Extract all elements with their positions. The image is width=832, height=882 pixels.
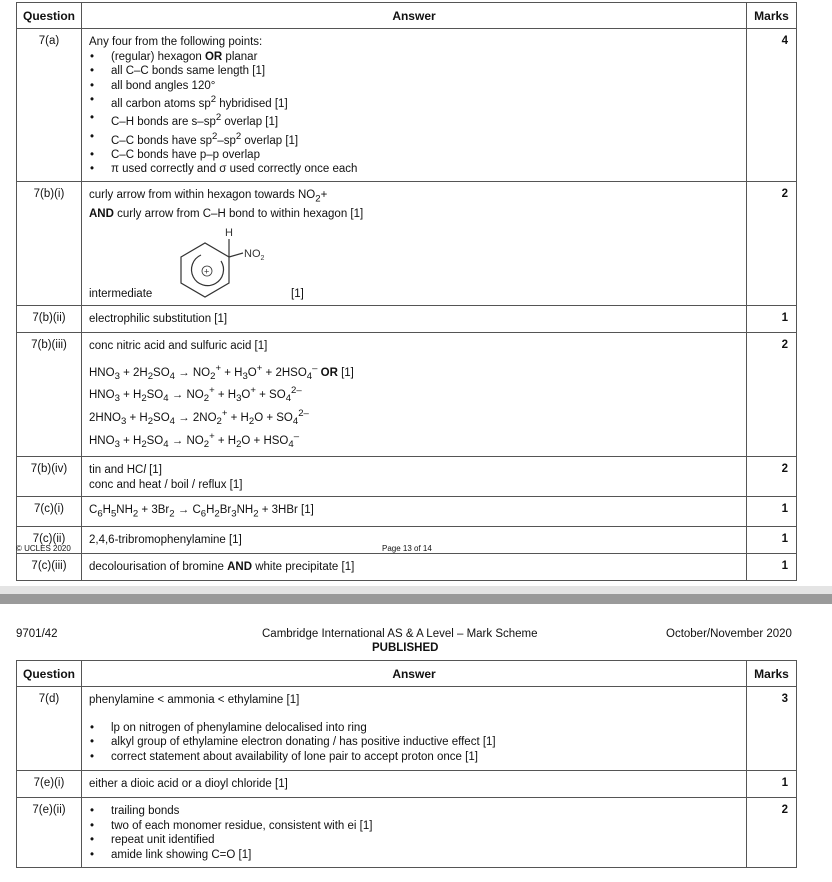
table-row: [17, 771, 797, 798]
document-title: Cambridge International AS & A Level – Mark Scheme: [262, 628, 538, 640]
bullet-item: • (regular) hexagon OR planar: [89, 50, 738, 65]
copyright-footer: © UCLES 2020: [16, 544, 71, 553]
nitro-group-label: NO: [244, 248, 261, 261]
page-separator: [0, 594, 832, 604]
question-number: 7(c)(ii): [17, 527, 82, 554]
question-number: 7(c)(iii): [17, 554, 82, 581]
answer-cell: [82, 771, 747, 798]
marks-value: 1: [747, 527, 797, 554]
table-row: [17, 687, 797, 771]
question-number: 7(b)(ii): [17, 306, 82, 333]
answer-cell: [82, 333, 747, 457]
bullet-item: • C–C bonds have p–p overlap: [89, 148, 738, 163]
answer-cell: [82, 497, 747, 527]
answer-line: curly arrow from within hexagon towards $NO_2+$: [89, 188, 328, 205]
table-row: [17, 306, 797, 333]
bullet-item: • repeat unit identified: [89, 833, 738, 848]
question-number: 7(a): [17, 29, 82, 182]
table-row: [17, 798, 797, 868]
bullet-item: • alkyl group of ethylamine electron donating / has positive inductive effect [1]: [89, 735, 738, 750]
marks-value: 2: [747, 181, 797, 305]
bullet-item: • all carbon atoms $sp^2$ hybridised [1]: [89, 93, 738, 111]
bullet-item: • lp on nitrogen of phenylamine delocalised into ring: [89, 721, 738, 736]
equation-line: $HNO_3 + 2H_2SO_4 \to NO_2^+ + H_3O^+ + 2HSO_4^-$ OR [1]: [89, 362, 354, 382]
exam-session: October/November 2020: [666, 628, 792, 640]
question-number: 7(e)(i): [17, 771, 82, 798]
marks-value: 1: [747, 497, 797, 527]
table-row: [17, 554, 797, 581]
answer-cell: [82, 554, 747, 581]
answer-line: $C_6H_5NH_2 + 3Br_2 \to C_6H_2Br_3NH_2 + 3HBr$ [1]: [89, 504, 314, 520]
answer-cell: [82, 457, 747, 497]
answer-cell: [82, 798, 747, 868]
question-number: 7(e)(ii): [17, 798, 82, 868]
marks-value: 1: [747, 771, 797, 798]
intermediate-mark: [1]: [291, 287, 304, 300]
table-row: [17, 457, 797, 497]
intermediate-label: intermediate: [89, 287, 153, 300]
marks-value: 3: [747, 687, 797, 771]
question-number: 7(b)(iv): [17, 457, 82, 497]
answer-line: decolourisation of bromine AND white precipitate [1]: [89, 561, 355, 574]
table-row: [17, 181, 797, 305]
table-header-row: [17, 661, 797, 687]
bullet-item: • C–C bonds have $sp^2-sp^2$ overlap [1]: [89, 130, 738, 148]
question-number: 7(d): [17, 687, 82, 771]
question-number: 7(b)(iii): [17, 333, 82, 457]
marks-header: Marks: [747, 661, 797, 687]
answer-cell: [82, 29, 747, 182]
question-number: 7(b)(i): [17, 181, 82, 305]
table-header-row: [17, 3, 797, 29]
marks-value: 4: [747, 29, 797, 182]
document-subtitle: PUBLISHED: [372, 642, 439, 654]
question-header: Question: [17, 661, 82, 687]
answer-cell: [82, 687, 747, 771]
syllabus-code: 9701/42: [16, 628, 58, 640]
table-row: [17, 29, 797, 182]
answer-bullets: [89, 50, 738, 177]
answer-line: 2,4,6-tribromophenylamine [1]: [89, 534, 242, 547]
bullet-item: • two of each monomer residue, consistent with ei [1]: [89, 819, 738, 834]
bullet-item: • amide link showing C=O [1]: [89, 848, 738, 863]
marks-value: 2: [747, 333, 797, 457]
arenium-intermediate-structure: [161, 221, 281, 301]
answer-line: AND curly arrow from C–H bond to within hexagon [1]: [89, 207, 364, 220]
bullet-item: • correct statement about availability of lone pair to accept proton once [1]: [89, 750, 738, 765]
bullet-item: • all bond angles 120°: [89, 79, 738, 94]
marks-header: Marks: [747, 3, 797, 29]
equation-line: $HNO_3 + H_2SO_4 \to NO_2^+ + H_2O + HSO_4^-$: [89, 430, 300, 450]
answer-header: Answer: [82, 3, 747, 29]
equation-line: $HNO_3 + H_2SO_4 \to NO_2^+ + H_3O^+ + SO_4^{2-}$: [89, 385, 302, 405]
svg-text:NO2: [244, 248, 265, 262]
equation-line: $2HNO_3 + H_2SO_4 \to 2NO_2^+ + H_2O + SO_4^{2-}$: [89, 408, 309, 428]
charge-symbol: +: [204, 266, 210, 277]
marks-value: 2: [747, 798, 797, 868]
page-number-footer: Page 13 of 14: [382, 544, 432, 553]
bullet-item: • trailing bonds: [89, 804, 738, 819]
nitro-group-subscript: 2: [260, 255, 265, 263]
answer-cell: [82, 181, 747, 305]
page-separator-shadow: [0, 586, 832, 594]
answer-line: conc nitric acid and sulfuric acid [1]: [89, 340, 268, 353]
answer-line: either a dioic acid or a dioyl chloride [1]: [89, 778, 288, 790]
marks-value: 2: [747, 457, 797, 497]
table-row: [17, 497, 797, 527]
answer-header: Answer: [82, 661, 747, 687]
table-row: [17, 333, 797, 457]
answer-cell: [82, 306, 747, 333]
answer-line: electrophilic substitution [1]: [89, 313, 228, 326]
intermediate-structure-row: [89, 221, 738, 301]
answer-line: tin and HCl [1]: [89, 464, 162, 477]
mark-scheme-table-top: [16, 2, 797, 581]
mark-scheme-table-bottom: [16, 660, 797, 868]
answer-bullets: [89, 721, 738, 765]
bullet-item: • C–H bonds are $s-sp^2$ overlap [1]: [89, 111, 738, 129]
hydrogen-label: H: [225, 227, 233, 240]
answer-line: Any four from the following points:: [89, 36, 263, 48]
answer-bullets: [89, 804, 738, 862]
question-header: Question: [17, 3, 82, 29]
answer-line: phenylamine < ammonia < ethylamine [1]: [89, 694, 300, 706]
bullet-item: • all C–C bonds same length [1]: [89, 64, 738, 79]
marks-value: 1: [747, 554, 797, 581]
bullet-item: • π used correctly and σ used correctly once each: [89, 162, 738, 177]
answer-line: conc and heat / boil / reflux [1]: [89, 478, 243, 491]
question-number: 7(c)(i): [17, 497, 82, 527]
marks-value: 1: [747, 306, 797, 333]
